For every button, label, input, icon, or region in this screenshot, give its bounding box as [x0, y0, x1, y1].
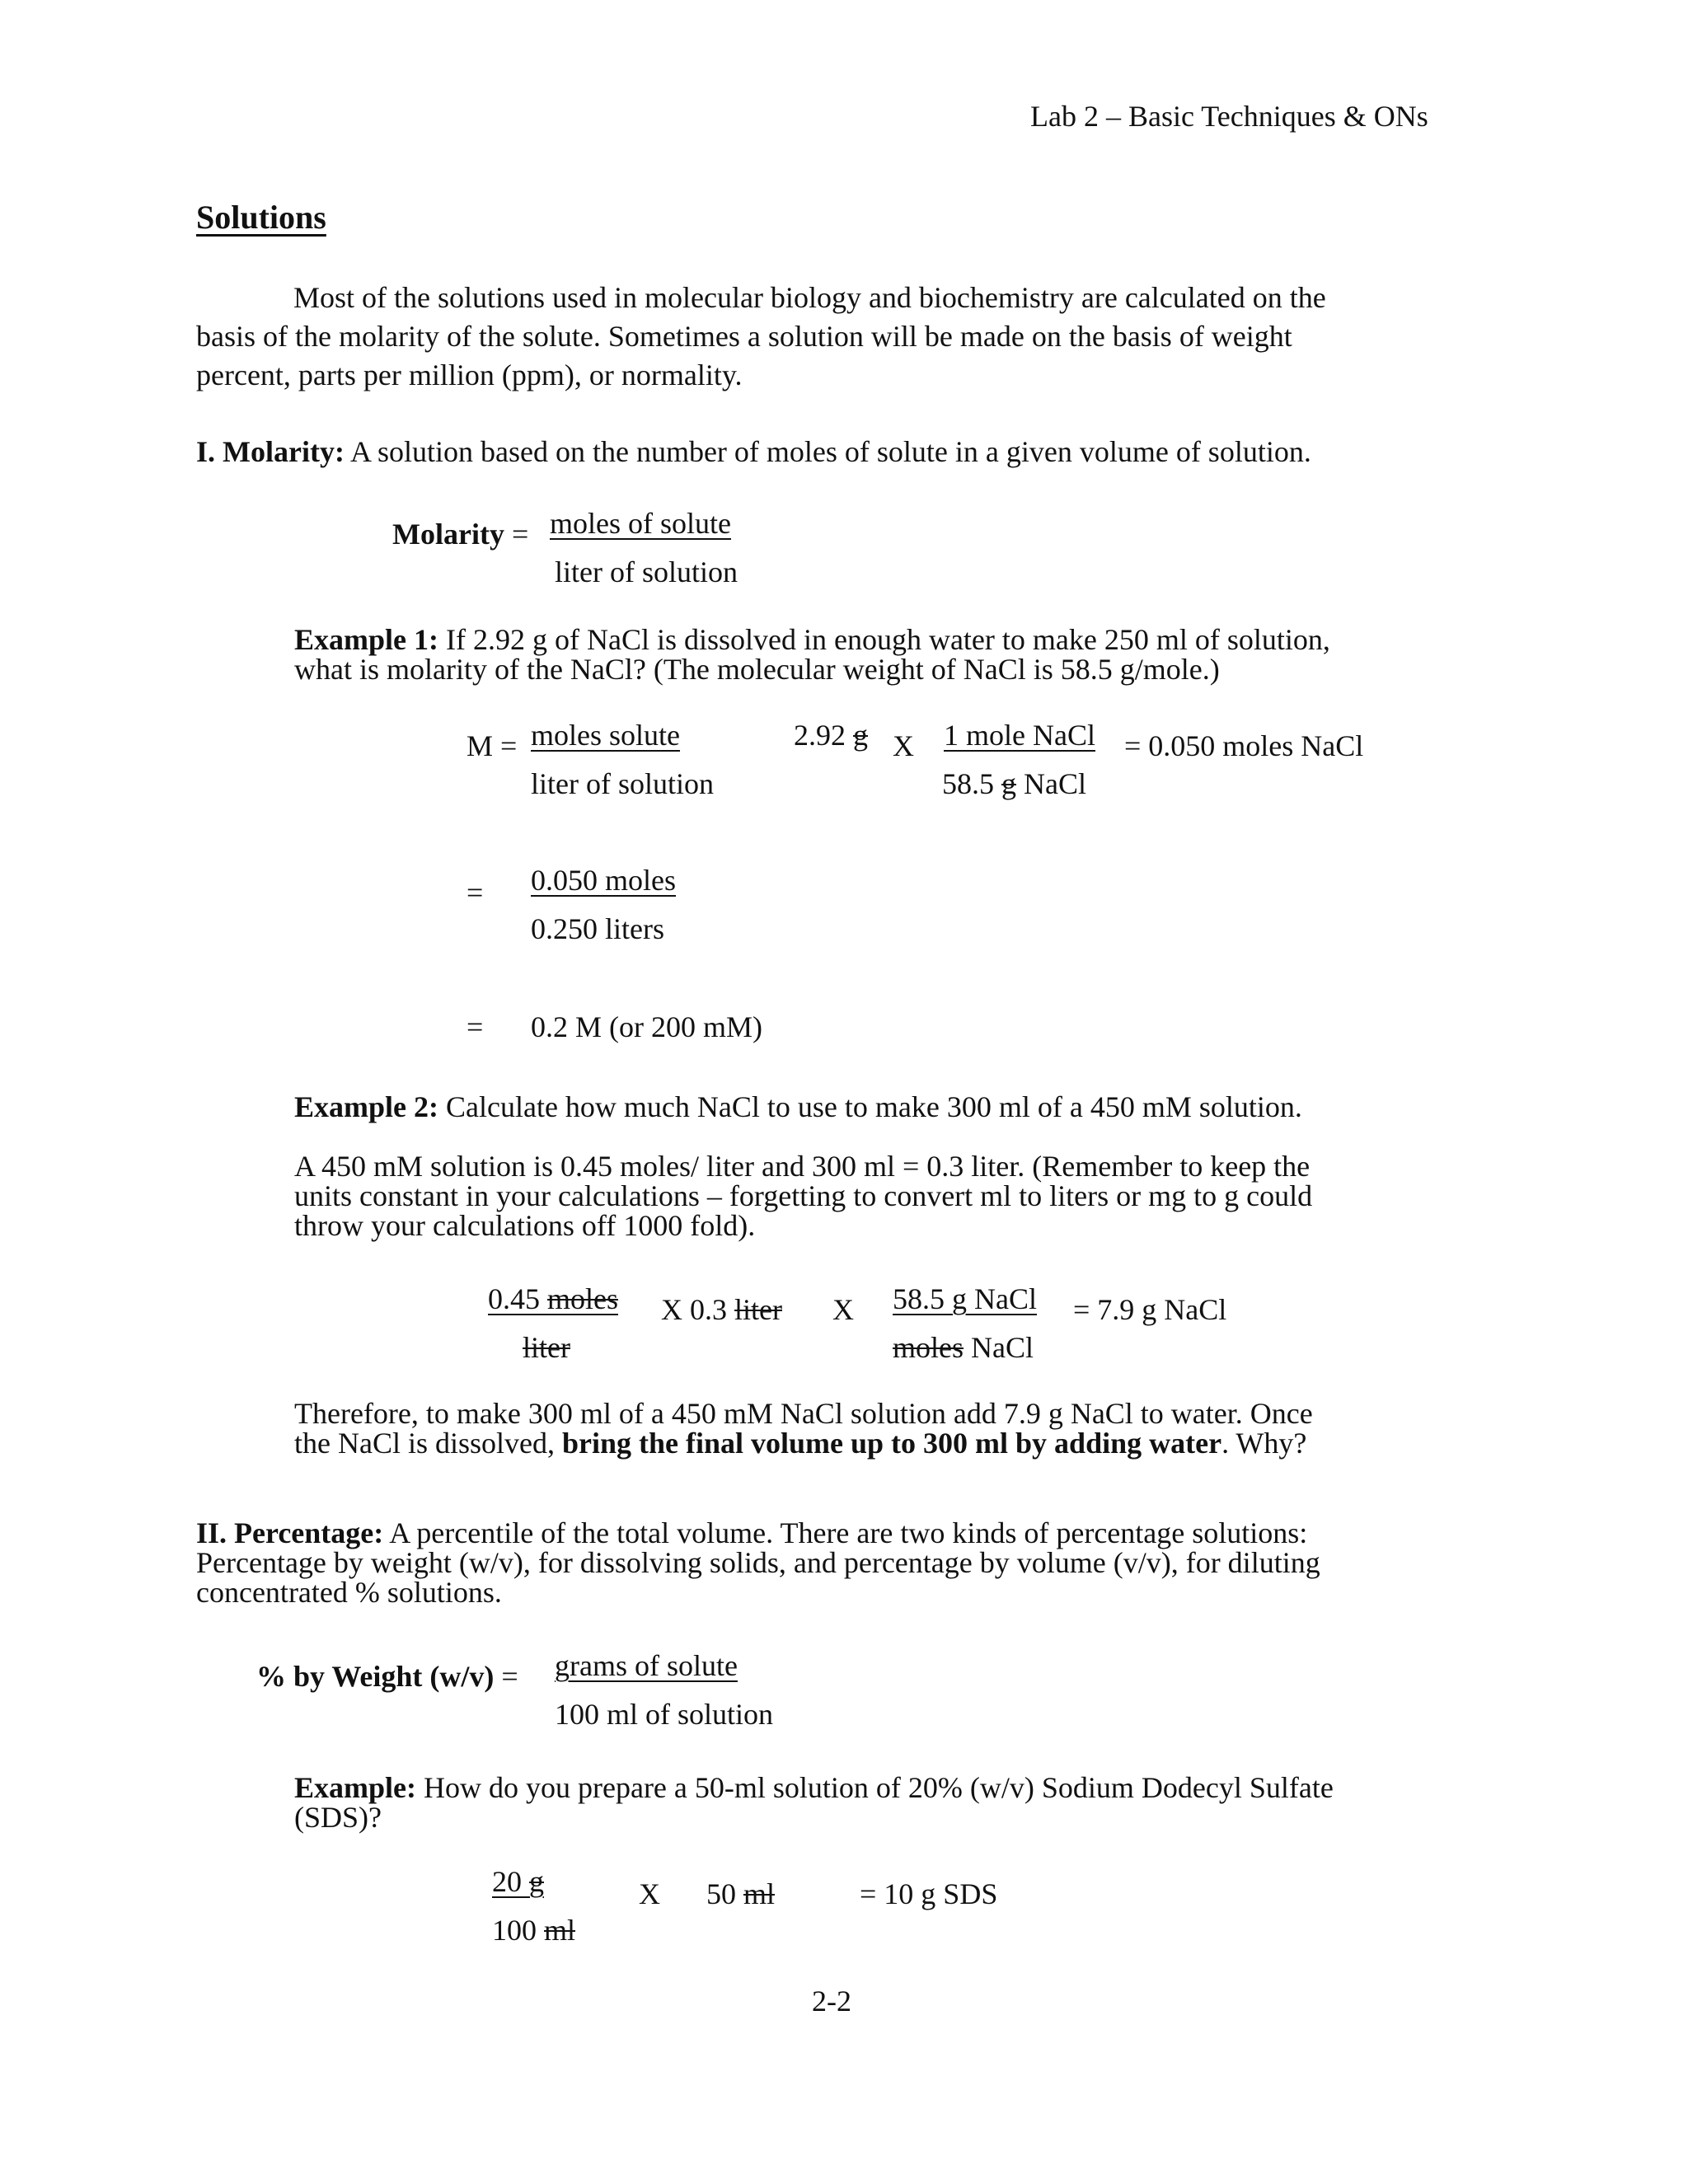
example2-times-1: X 0.3 — [661, 1293, 734, 1326]
example3-numerator — [492, 1864, 544, 1900]
example1-moles-numerator: 0.050 moles — [531, 864, 676, 897]
example3-label: Example: — [294, 1771, 416, 1804]
example1-liters-denominator: 0.250 liters — [531, 912, 664, 945]
percentage-line-3: concentrated % solutions. — [196, 1576, 502, 1609]
molarity-label: Molarity — [392, 518, 504, 551]
example1-label: Example 1: — [294, 623, 438, 656]
weight-label: % by Weight (w/v) — [256, 1660, 495, 1693]
example2-result: = 7.9 g NaCl — [1073, 1293, 1227, 1326]
intro-line-2: basis of the molarity of the solute. Sometimes a solution will be made on the basis of weight — [196, 320, 1292, 353]
example1-conversion-numerator: 1 mole NaCl — [944, 719, 1095, 752]
example2-fraction1-denominator: liter — [523, 1331, 570, 1364]
example2-f2-den-rest: NaCl — [964, 1331, 1034, 1364]
example2-times-volume — [661, 1292, 782, 1328]
intro-line-3: percent, parts per million (ppm), or normality. — [196, 359, 743, 391]
example2-line — [294, 1090, 1302, 1125]
example2-times-2: X — [832, 1293, 854, 1326]
example1-m-equals: M = — [467, 729, 518, 762]
molarity-denominator: liter of solution — [555, 555, 738, 588]
example1-conv-den-value: 58.5 — [942, 767, 1001, 800]
example1-text: If 2.92 g of NaCl is dissolved in enough water to make 250 ml of solution, — [438, 623, 1330, 656]
example2-volume-unit: liter — [734, 1293, 782, 1326]
example3-result: = 10 g SDS — [860, 1877, 998, 1910]
example3-text: How do you prepare a 50-ml solution of 20% (w/v) Sodium Dodecyl Sulfate — [416, 1771, 1334, 1804]
example3-denominator — [492, 1913, 575, 1948]
example2-fraction1-numerator — [488, 1282, 618, 1317]
weight-numerator: grams of solute — [555, 1649, 738, 1682]
molarity-numerator: moles of solute — [550, 507, 731, 540]
percentage-description: A percentile of the total volume. There are two kinds of percentage solutions: — [383, 1516, 1308, 1549]
example3-times: X — [639, 1877, 660, 1910]
example2-note-3: throw your calculations off 1000 fold). — [294, 1209, 756, 1242]
example1-m-numerator: moles solute — [531, 719, 680, 752]
example3-line-2: (SDS)? — [294, 1801, 382, 1834]
example1-conv-den-unit: g — [1001, 767, 1016, 800]
example1-mass-value: 2.92 — [794, 719, 853, 752]
percentage-line-2: Percentage by weight (w/v), for dissolving solids, and percentage by volume (v/v), for diluting — [196, 1546, 1320, 1579]
example2-label: Example 2: — [294, 1090, 438, 1123]
example1-m-denominator: liter of solution — [531, 767, 714, 800]
example1-equals-3: = — [467, 1010, 484, 1043]
example3-vol-value: 50 — [706, 1877, 743, 1910]
molarity-definition — [196, 434, 1311, 470]
example1-answer: 0.2 M (or 200 mM) — [531, 1010, 762, 1043]
example2-note-1: A 450 mM solution is 0.45 moles/ liter and 300 ml = 0.3 liter. (Remember to keep the — [294, 1150, 1311, 1183]
conclusion-text-b: . Why? — [1221, 1427, 1307, 1460]
percentage-heading: II. Percentage: — [196, 1516, 384, 1549]
example1-line-1 — [294, 625, 1330, 654]
example1-conversion-denominator — [942, 766, 1086, 802]
example2-fraction2-denominator — [893, 1330, 1034, 1366]
running-header: Lab 2 – Basic Techniques & ONs — [1030, 100, 1428, 133]
example2-conclusion-1: Therefore, to make 300 ml of a 450 mM NaCl solution add 7.9 g NaCl to water. Once — [294, 1397, 1313, 1430]
molarity-equals: = — [504, 518, 529, 551]
molarity-description: A solution based on the number of moles of solute in a given volume of solution. — [344, 435, 1311, 468]
molarity-heading: I. Molarity: — [196, 435, 345, 468]
molarity-formula-label — [392, 517, 528, 552]
example2-fraction2-numerator: 58.5 g NaCl — [893, 1282, 1037, 1315]
example1-times: X — [893, 729, 914, 762]
example1-mass — [794, 718, 868, 753]
example1-line-2: what is molarity of the NaCl? (The molecular weight of NaCl is 58.5 g/mole.) — [294, 653, 1220, 686]
example3-den-value: 100 — [492, 1914, 544, 1947]
example3-num-value: 20 — [492, 1865, 529, 1898]
example3-line-1 — [294, 1773, 1334, 1802]
example3-volume — [706, 1877, 775, 1912]
section-title: Solutions — [196, 199, 326, 236]
conclusion-text-a: the NaCl is dissolved, — [294, 1427, 562, 1460]
example1-mass-unit: g — [853, 719, 868, 752]
example2-f1-unit: moles — [547, 1282, 618, 1315]
example2-note-2: units constant in your calculations – forgetting to convert ml to liters or mg to g could — [294, 1179, 1313, 1212]
example2-f1-value: 0.45 — [488, 1282, 547, 1315]
example1-equals-2: = — [467, 876, 484, 909]
weight-formula-label — [256, 1659, 518, 1694]
conclusion-emphasis: bring the final volume up to 300 ml by adding water — [561, 1427, 1222, 1460]
weight-equals: = — [494, 1660, 518, 1693]
example3-vol-unit: ml — [743, 1877, 776, 1910]
example2-conclusion-2 — [294, 1428, 1306, 1458]
example1-result: = 0.050 moles NaCl — [1124, 729, 1364, 762]
example3-den-unit: ml — [544, 1914, 576, 1947]
weight-denominator: 100 ml of solution — [555, 1698, 774, 1731]
example3-num-unit: g — [529, 1865, 544, 1898]
percentage-line-1 — [196, 1518, 1307, 1548]
example2-text: Calculate how much NaCl to use to make 300 ml of a 450 mM solution. — [438, 1090, 1302, 1123]
page-number: 2-2 — [812, 1985, 851, 2018]
intro-line-1: Most of the solutions used in molecular biology and biochemistry are calculated on the — [293, 281, 1326, 314]
example2-f2-den-unit: moles — [893, 1331, 964, 1364]
example1-conv-den-rest: NaCl — [1016, 767, 1086, 800]
